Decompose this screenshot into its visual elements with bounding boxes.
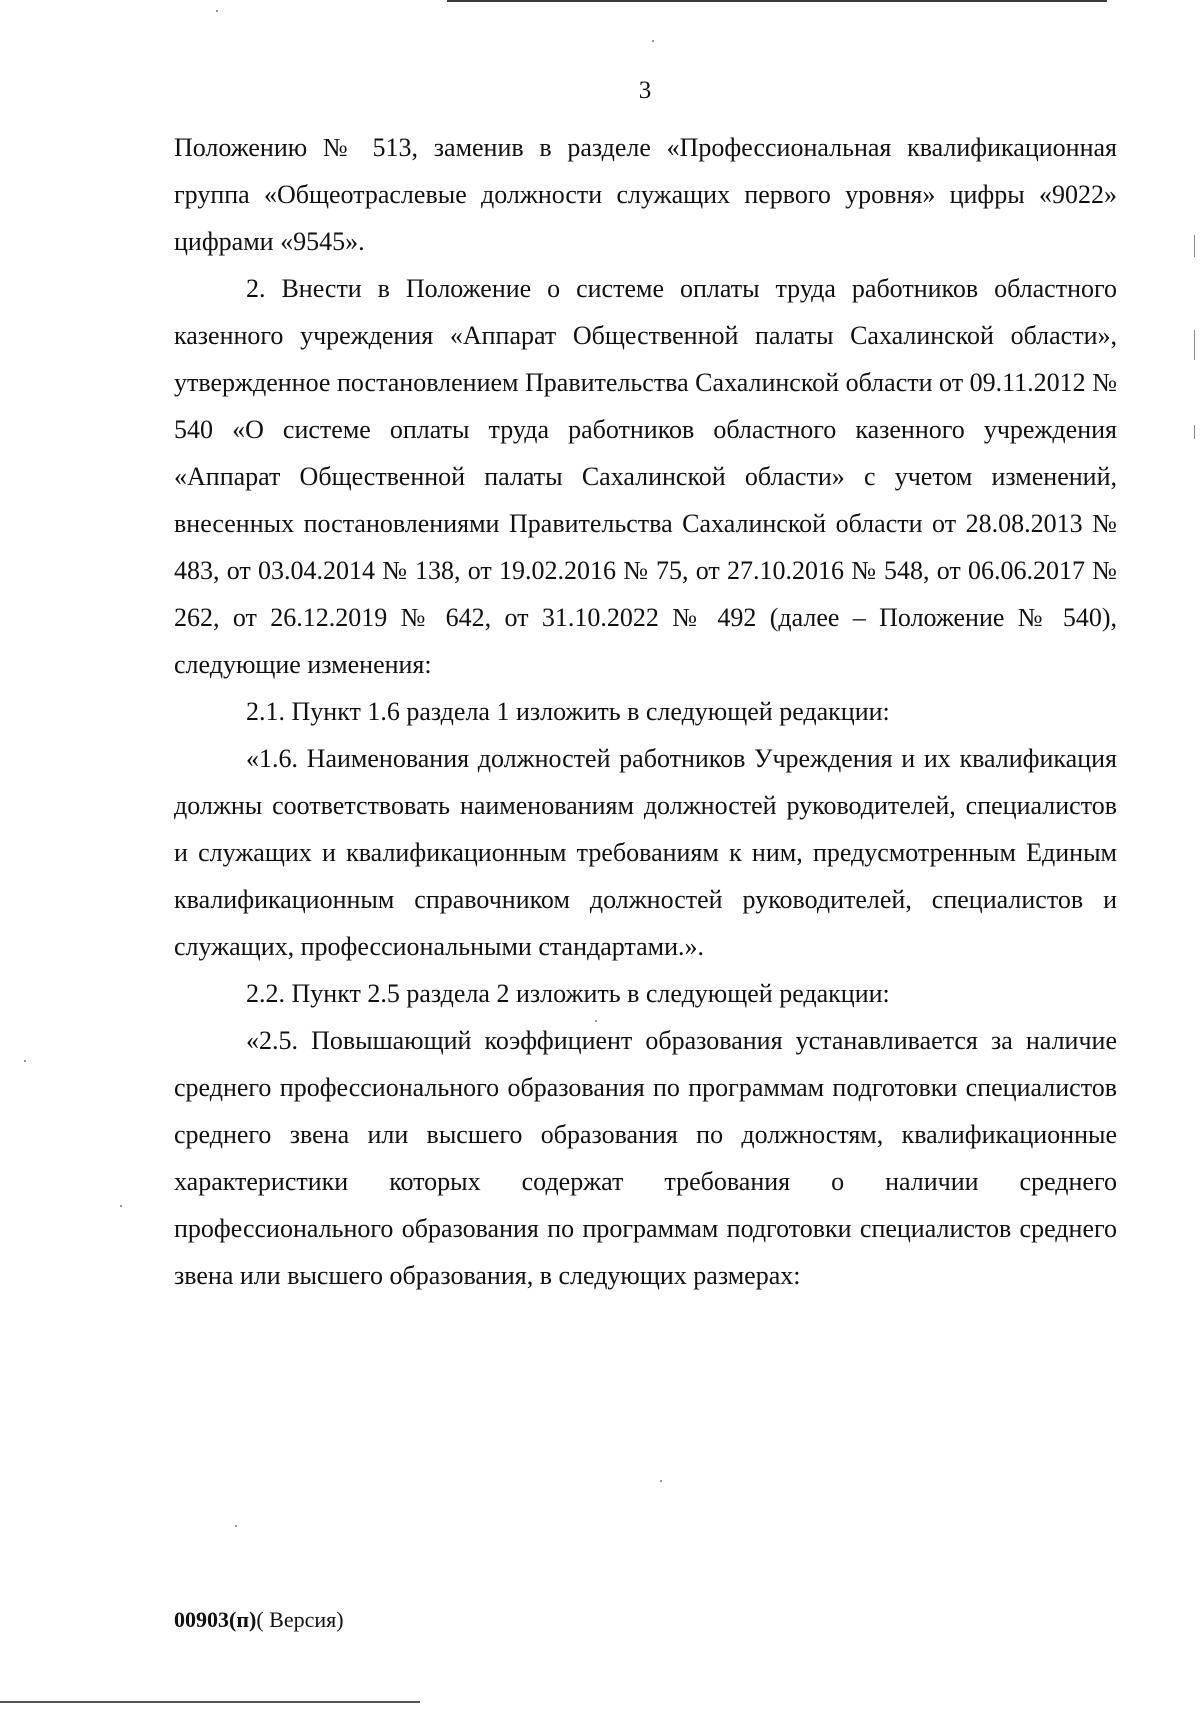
document-footer-code (174, 1606, 344, 1634)
scan-speck (652, 40, 654, 42)
document-version: ( Версия) (256, 1607, 344, 1632)
paragraph-item-2-2: 2.2. Пункт 2.5 раздела 2 изложить в следующей редакции: (246, 979, 890, 1008)
paragraph-continuation: Положению № 513, заменив в разделе «Профессиональная квалификационная группа «Общеотраслевые должности служащих первого уровня» цифры «9022» цифрами «9545». (174, 133, 1117, 256)
paragraph-quote-1-6: «1.6. Наименования должностей работников Учреждения и их квалификация должны соответствовать наименованиям должностей руководителей, специалистов и служащих и квалификационным требованиям к ним, предусмотренным Единым квалификационным справочником должностей руководителей, специалистов и служащих, профессиональными стандартами.». (174, 744, 1117, 961)
paragraph-quote-2-5: «2.5. Повышающий коэффициент образования устанавливается за наличие среднего профессионального образования по программам подготовки специалистов среднего звена или высшего образования по должностям, квалификационные характеристики которых содержат требования о наличии среднего профессионального образования по программам подготовки специалистов среднего звена или высшего образования, в следующих размерах: (174, 1026, 1117, 1290)
right-scan-edge-mark (1194, 235, 1195, 257)
paragraph-item-2: 2. Внести в Положение о системе оплаты труда работников областного казенного учреждения «Аппарат Общественной палаты Сахалинской области», утвержденное постановлением Правительства Сахалинской области от 09.11.2012 № 540 «О системе оплаты труда работников областного казенного учреждения «Аппарат Общественной палаты Сахалинской области» с учетом изменений, внесенных постановлениями Правительства Сахалинской области от 28.08.2013 № 483, от 03.04.2014 № 138, от 19.02.2016 № 75, от 27.10.2016 № 548, от 06.06.2017 № 262, от 26.12.2019 № 642, от 31.10.2022 № 492 (далее – Положение № 540), следующие изменения: (174, 274, 1117, 679)
paragraph-item-2-1: 2.1. Пункт 1.6 раздела 1 изложить в следующей редакции: (246, 697, 890, 726)
right-scan-edge-mark (1194, 425, 1195, 439)
bottom-scan-edge (0, 1701, 420, 1703)
document-code: 00903(п) (174, 1607, 257, 1632)
top-scan-edge (447, 0, 1107, 2)
scan-speck (24, 1060, 26, 1062)
scan-speck (660, 1480, 662, 1482)
scan-speck (595, 1020, 597, 1022)
page-number: 3 (638, 77, 652, 104)
scan-speck (216, 10, 218, 12)
document-body (174, 124, 1117, 1299)
scan-speck (120, 1205, 122, 1207)
right-scan-edge-mark (1194, 330, 1195, 360)
scan-speck (235, 1525, 237, 1527)
